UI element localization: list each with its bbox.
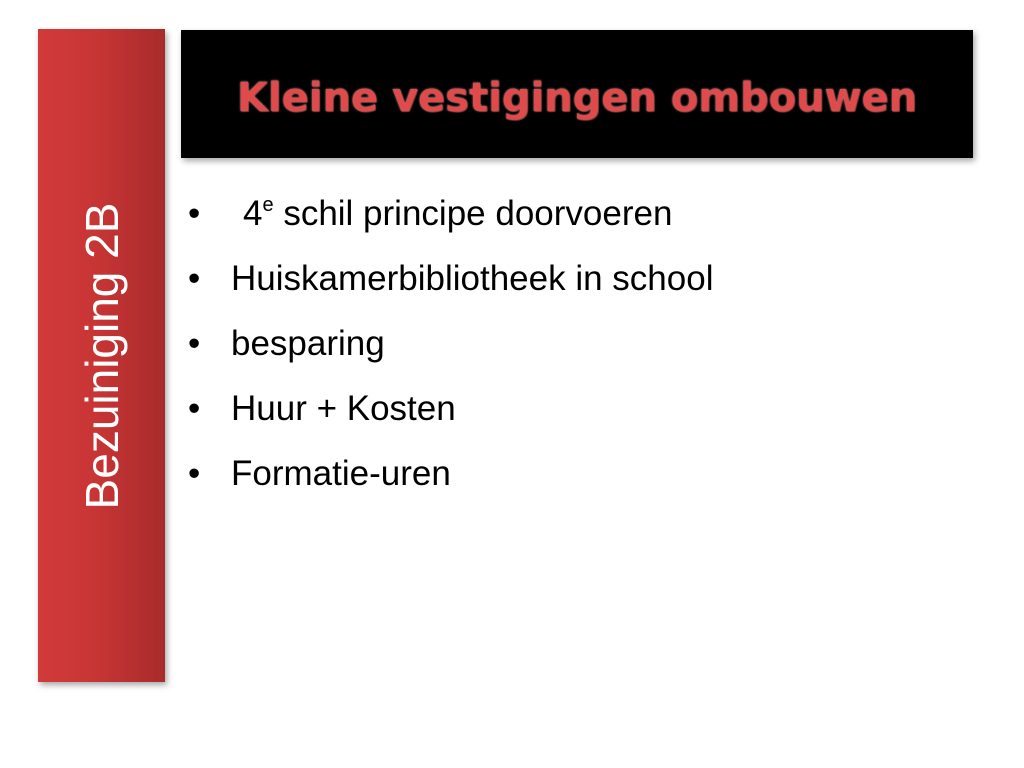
bullet-number: 4 (243, 194, 263, 233)
bullet-icon: • (188, 389, 201, 428)
bullet-icon: • (188, 259, 201, 298)
bullet-icon: • (188, 194, 201, 233)
bullet-text: Formatie-uren (231, 454, 451, 493)
bullet-superscript: e (262, 194, 274, 216)
bullet-icon: • (188, 324, 201, 363)
title-bar (181, 30, 973, 158)
bullet-text: Huiskamerbibliotheek in school (231, 259, 714, 298)
bullet-text (243, 188, 672, 240)
bullet-rest: schil principe doorvoeren (273, 194, 673, 233)
bullet-icon: • (188, 454, 201, 493)
bullet-text: besparing (231, 324, 385, 363)
bullet-text: Huur + Kosten (231, 389, 456, 428)
slide-title: Kleine vestigingen ombouwen (236, 75, 918, 121)
side-label: Bezuiniging 2B (76, 202, 128, 510)
